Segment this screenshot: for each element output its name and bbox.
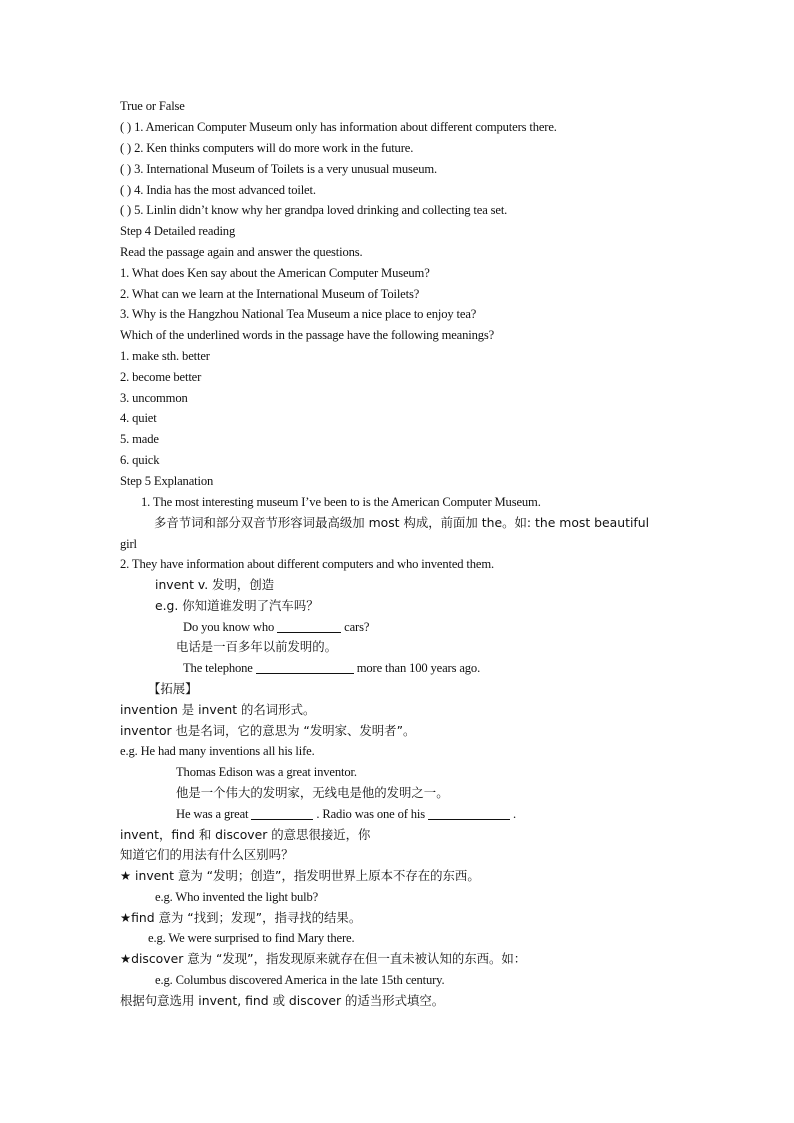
superlative-note: 多音节词和部分双音节形容词最高级加 most 构成，前面加 the。如: the most beautiful <box>154 515 650 530</box>
step4-instruction: Read the passage again and answer the questions. <box>120 245 363 259</box>
inventor-note: inventor 也是名词，它的意思为 “发明家、发明者”。 <box>120 723 416 738</box>
example-edison: Thomas Edison was a great inventor. <box>176 765 357 779</box>
example-en-3-mid: . Radio was one of his <box>316 807 426 821</box>
tf-item-5: ( ) 5. Linlin didn’t know why her grandpa loved drinking and collecting tea set. <box>120 203 508 217</box>
example-light-bulb: e.g. Who invented the light bulb? <box>155 890 319 904</box>
fill-blank[interactable] <box>428 807 510 820</box>
example-cn-3: 他是一个伟大的发明家，无线电是他的发明之一。 <box>176 785 449 800</box>
invent-definition: invent v. 发明，创造 <box>155 577 275 592</box>
meaning-1: 1. make sth. better <box>120 349 210 363</box>
question-1: 1. What does Ken say about the American Computer Museum? <box>120 266 430 280</box>
meaning-6: 6. quick <box>120 453 160 467</box>
example-en-2 <box>183 660 480 676</box>
comparison-intro: invent，find 和 discover 的意思很接近，你 <box>120 827 371 842</box>
explanation-1: 1. The most interesting museum I’ve been to is the American Computer Museum. <box>141 495 541 509</box>
superlative-note-wrap: girl <box>120 537 137 551</box>
example-find-mary: e.g. We were surprised to find Mary there. <box>148 931 355 945</box>
find-usage: ★find 意为 “找到；发现”，指寻找的结果。 <box>120 910 362 925</box>
invent-usage: ★ invent 意为 “发明；创造”，指发明世界上原本不存在的东西。 <box>120 868 480 883</box>
example-en-3 <box>176 806 516 822</box>
tf-item-2: ( ) 2. Ken thinks computers will do more work in the future. <box>120 141 414 155</box>
meaning-4: 4. quiet <box>120 411 157 425</box>
step4-heading: Step 4 Detailed reading <box>120 224 236 238</box>
comparison-intro-wrap: 知道它们的用法有什么区别吗？ <box>120 847 294 862</box>
meaning-2: 2. become better <box>120 370 202 384</box>
tf-item-3: ( ) 3. International Museum of Toilets is a very unusual museum. <box>120 162 438 176</box>
example-en-1 <box>183 619 369 635</box>
step5-heading: Step 5 Explanation <box>120 474 214 488</box>
extension-heading: 【拓展】 <box>148 681 198 696</box>
explanation-2: 2. They have information about different computers and who invented them. <box>120 557 494 571</box>
meaning-5: 5. made <box>120 432 159 446</box>
tf-item-1: ( ) 1. American Computer Museum only has information about different computers there. <box>120 120 557 134</box>
exercise-instruction: 根据句意选用 invent, find 或 discover 的适当形式填空。 <box>120 993 445 1008</box>
example-inventions: e.g. He had many inventions all his life. <box>120 744 315 758</box>
example-cn-2: 电话是一百多年以前发明的。 <box>176 639 338 654</box>
fill-blank[interactable] <box>251 807 313 820</box>
question-2: 2. What can we learn at the International Museum of Toilets? <box>120 287 420 301</box>
question-3: 3. Why is the Hangzhou National Tea Museum a nice place to enjoy tea? <box>120 307 477 321</box>
meaning-3: 3. uncommon <box>120 391 188 405</box>
underlined-words-instruction: Which of the underlined words in the passage have the following meanings? <box>120 328 495 342</box>
example-en-2-text: The telephone <box>183 661 253 675</box>
fill-blank[interactable] <box>256 661 354 674</box>
example-en-3-tail: . <box>513 807 517 821</box>
example-columbus: e.g. Columbus discovered America in the late 15th century. <box>155 973 445 987</box>
invention-note: invention 是 invent 的名词形式。 <box>120 702 316 717</box>
discover-usage: ★discover 意为 “发现”，指发现原来就存在但一直未被认知的东西。如： <box>120 951 527 966</box>
tf-item-4: ( ) 4. India has the most advanced toilet. <box>120 183 316 197</box>
example-cn-1: e.g. 你知道谁发明了汽车吗？ <box>155 598 319 613</box>
example-en-1-tail: cars? <box>344 620 370 634</box>
fill-blank[interactable] <box>277 620 341 633</box>
example-en-1-text: Do you know who <box>183 620 275 634</box>
example-en-2-tail: more than 100 years ago. <box>356 661 481 675</box>
section-heading-true-or-false: True or False <box>120 99 185 113</box>
example-en-3-text: He was a great <box>176 807 249 821</box>
